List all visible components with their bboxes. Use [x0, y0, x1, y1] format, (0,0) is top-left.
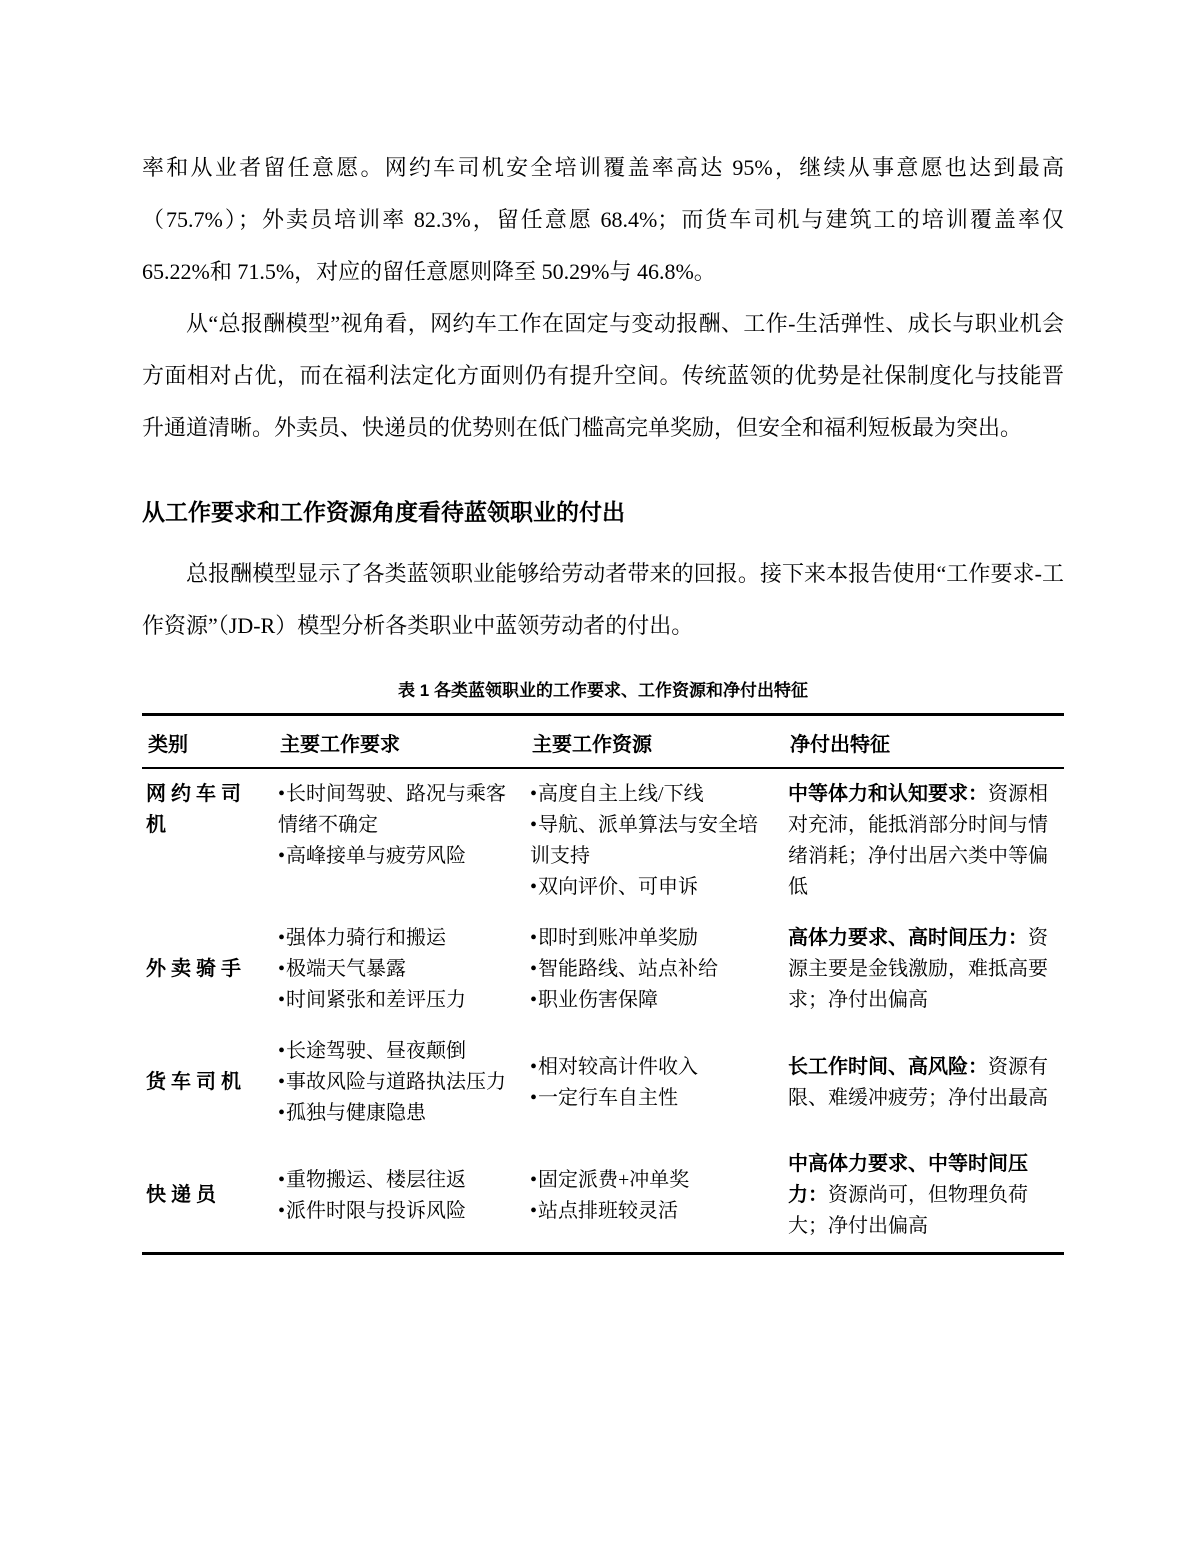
- outcome-cell: 长工作时间、高风险：资源有限、难缓冲疲劳；净付出最高: [788, 1055, 1048, 1109]
- category-cell: 外卖骑手: [146, 958, 246, 980]
- demands-cell: [274, 768, 526, 913]
- table-row: [142, 768, 1064, 913]
- paragraph-retention-stats: 率和从业者留任意愿。网约车司机安全培训覆盖率高达 95%，继续从事意愿也达到最高（75.7%）；外卖员培训率 82.3%，留任意愿 68.4%；而货车司机与建筑工的培训覆盖率仅 65.22%和 71.5%，对应的留任意愿则降至 50.29%与 46.8%。: [142, 155, 1064, 284]
- bullet-item: • 派件时限与投诉风险: [278, 1196, 516, 1227]
- category-cell: 快递员: [146, 1184, 221, 1206]
- bullet-item: • 长途驾驶、昼夜颠倒: [278, 1036, 516, 1067]
- demands-cell: [274, 1139, 526, 1254]
- table-row: [142, 1139, 1064, 1254]
- bullet-item: • 智能路线、站点补给: [530, 954, 774, 985]
- bullet-item: • 高度自主上线/下线: [530, 779, 774, 810]
- category-cell: 货车司机: [146, 1071, 246, 1093]
- bullet-item: • 极端天气暴露: [278, 954, 516, 985]
- col-header-outcome: 净付出特征: [784, 715, 1064, 769]
- col-header-category: 类别: [142, 715, 274, 769]
- paragraph-total-reward-model: 从“总报酬模型”视角看，网约车工作在固定与变动报酬、工作-生活弹性、成长与职业机会方面相对占优，而在福利法定化方面则仍有提升空间。传统蓝领的优势是社保制度化与技能晋升通道清晰。外卖员、快递员的优势则在低门槛高完单奖励，但安全和福利短板最为突出。: [142, 311, 1064, 440]
- bullet-item: • 站点排班较灵活: [530, 1196, 774, 1227]
- resources-cell: [526, 1026, 784, 1139]
- category-cell: 网约车司机: [146, 783, 246, 836]
- resources-cell: [526, 1139, 784, 1254]
- table-body: [142, 768, 1064, 1254]
- bullet-item: • 时间紧张和差评压力: [278, 985, 516, 1016]
- table-caption: 表 1 各类蓝领职业的工作要求、工作资源和净付出特征: [398, 681, 808, 700]
- bullet-item: • 重物搬运、楼层往返: [278, 1165, 516, 1196]
- bullet-item: • 固定派费+冲单奖: [530, 1165, 774, 1196]
- bullet-item: • 高峰接单与疲劳风险: [278, 841, 516, 872]
- bullet-item: • 强体力骑行和搬运: [278, 923, 516, 954]
- table-row: [142, 1026, 1064, 1139]
- bullet-item: • 一定行车自主性: [530, 1083, 774, 1114]
- bullet-item: • 相对较高计件收入: [530, 1052, 774, 1083]
- demands-cell: [274, 913, 526, 1026]
- outcome-lead: 中等体力和认知要求：: [788, 783, 988, 805]
- bullet-item: • 职业伤害保障: [530, 985, 774, 1016]
- col-header-resources: 主要工作资源: [526, 715, 784, 769]
- demands-cell: [274, 1026, 526, 1139]
- outcome-cell: 中高体力要求、中等时间压力：资源尚可，但物理负荷大；净付出偏高: [788, 1153, 1028, 1237]
- outcome-cell: 高体力要求、高时间压力：资源主要是金钱激励，难抵高要求；净付出偏高: [788, 927, 1048, 1011]
- paragraph-jdr-intro: 总报酬模型显示了各类蓝领职业能够给劳动者带来的回报。接下来本报告使用“工作要求-工作资源”（JD-R）模型分析各类职业中蓝领劳动者的付出。: [142, 561, 1064, 638]
- outcome-lead: 中高体力要求、中等时间压力：: [788, 1153, 1028, 1206]
- outcome-cell: 中等体力和认知要求：资源相对充沛，能抵消部分时间与情绪消耗；净付出居六类中等偏低: [788, 783, 1048, 898]
- table-header-row: [142, 715, 1064, 769]
- bullet-item: • 事故风险与道路执法压力: [278, 1067, 516, 1098]
- bullet-item: • 长时间驾驶、路况与乘客情绪不确定: [278, 779, 516, 841]
- table-row: [142, 913, 1064, 1026]
- blue-collar-jdr-table: [142, 713, 1064, 1255]
- bullet-item: • 孤独与健康隐患: [278, 1098, 516, 1129]
- resources-cell: [526, 913, 784, 1026]
- section-heading: 从工作要求和工作资源角度看待蓝领职业的付出: [142, 499, 625, 525]
- resources-cell: [526, 768, 784, 913]
- bullet-item: • 导航、派单算法与安全培训支持: [530, 810, 774, 872]
- bullet-item: • 即时到账冲单奖励: [530, 923, 774, 954]
- bullet-item: • 双向评价、可申诉: [530, 872, 774, 903]
- col-header-demands: 主要工作要求: [274, 715, 526, 769]
- outcome-lead: 长工作时间、高风险：: [788, 1055, 988, 1078]
- outcome-lead: 高体力要求、高时间压力：: [788, 927, 1028, 949]
